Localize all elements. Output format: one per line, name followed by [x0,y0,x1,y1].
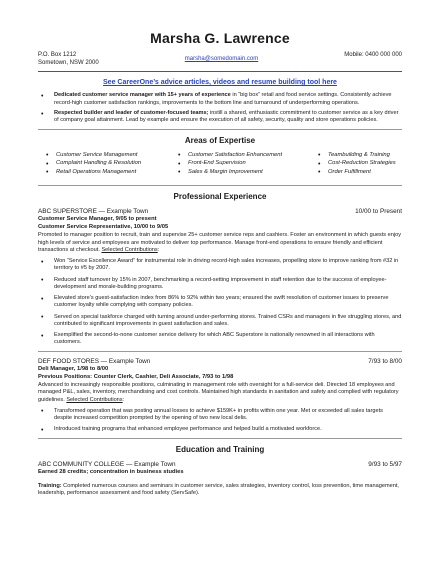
job-role: Customer Service Manager, 9/05 to present [38,216,157,223]
school-name: ABC COMMUNITY COLLEGE — Example Town [38,461,176,469]
mobile-number: Mobile: 0400 000 000 [344,52,402,59]
job-description-colon: : [157,246,160,253]
job-description-text: Advanced to increasingly responsible positions, culminating in management role with oversight for a full-service deli. Directed 18 employees and managed P&L, sales, inventory, merchandising and cost controls. Maintained high standards in sanitation and safety and complied with regulatory guidelines. [38,382,399,403]
address-line-1: P.O. Box 1212 [38,52,77,59]
job-dates: 7/93 to 8/00 [368,357,402,365]
email-link[interactable]: marsha@somedomain.com [184,56,259,63]
expertise-item: • Teambuilding & Training [318,152,418,160]
summary-item [38,92,402,107]
education-header [38,461,402,469]
job-role: Customer Service Representative, 10/00 to 9/05 [38,223,169,230]
job-company: ABC SUPERSTORE — Example Town [38,207,149,215]
address-line-2: Sometown, NSW 2000 [38,60,99,67]
job-role: Deli Manager, 1/98 to 8/00 [38,366,109,373]
expertise-grid [38,152,402,177]
summary-item [38,110,402,125]
expertise-item: • Customer Service Management [46,152,174,160]
expertise-item: • Order Fulfillment [318,169,418,177]
training-paragraph [38,483,402,498]
job-def-food-stores [38,358,402,434]
education-dates: 9/93 to 5/97 [368,461,402,469]
job-divider [38,351,402,352]
experience-heading: Professional Experience [173,191,267,201]
summary-item-bold: Dedicated customer service manager with 15+ years of experience [54,92,231,99]
job-header [38,208,402,216]
expertise-item: • Front-End Supervision [178,160,314,168]
expertise-item: • Retail Operations Management [46,169,174,177]
education-block [38,461,402,497]
achievement-item: • Transformed operation that was posting annual losses to achieve $159K+ in profits within one year. Met or exceeded all sales targets despite increased competition prompted by the opening of two new local delis. [38,408,402,423]
achievement-item: • Won “Service Excellence Award” for instrumental role in driving record-high sales increases, propelling store to improve ranking from #32 in territory to #5 by 2007. [38,258,402,273]
expertise-item: • Customer Satisfaction Enhancement [178,152,314,160]
contact-block [38,51,402,67]
job-achievements [38,408,402,434]
education-heading: Education and Training [175,444,265,454]
summary-list [38,92,402,124]
job-abc-superstore [38,208,402,347]
job-role: Previous Positions: Counter Clerk, Cashier, Deli Associate, 7/93 to 1/98 [38,373,234,380]
selected-contributions-label: Selected Contributions [66,396,123,403]
careerone-banner-link[interactable]: See CareerOne’s advice articles, videos and resume building tool here [103,79,337,87]
achievement-item: • Reduced staff turnover by 15% in 2007, benchmarking a record-setting improvement in staff retention due to the success of employee-development and morale-building programs. [38,277,402,292]
candidate-name: Marsha G. Lawrence [150,30,290,46]
selected-contributions-label: Selected Contributions [101,246,158,253]
education-credits: Earned 28 credits; concentration in business studies [38,469,184,476]
job-achievements [38,258,402,347]
header-divider [38,71,402,72]
summary-item-text: instill a shared, enthusiastic commitment to customer service as a key driver of company goal attainment. Lead by example and ensure the execution of all safety, security, quality and store operations policies. [54,110,399,124]
job-header [38,358,402,366]
achievement-item: • Served on special taskforce charged with turning around under-performing stores. Trained CSRs and managers in five struggling stores, and contributed to significant improvements in guest satisfaction and sales. [38,314,402,329]
section-divider [38,438,402,439]
section-divider [38,185,402,186]
expertise-item: • Cost-Reduction Strategies [318,160,418,168]
job-description [38,232,402,254]
expertise-item: • Sales & Margin Improvement [178,169,314,177]
job-description-text: Promoted to manager position to recruit, train and supervise 25+ customer service reps and cashiers. Foster an environment in which guests enjoy high levels of service and employees are motivated to deliver top performance. Manage front-end operations to ensure friendly and efficient transactions at checkout. [38,232,401,253]
expertise-heading: Areas of Expertise [184,135,256,145]
training-text: Completed numerous courses and seminars in customer service, sales strategies, inventory control, loss prevention, time management, leadership, performance assessment and food safety (ServSafe). [38,482,399,497]
training-label: Training: [38,482,62,489]
achievement-item: • Introduced training programs that enhanced employee performance and helped build a motivated workforce. [38,426,402,433]
job-company: DEF FOOD STORES — Example Town [38,357,151,365]
job-dates: 10/00 to Present [355,207,402,215]
summary-item-text: in “big box” retail and food service settings. Consistently achieve record-high customer satisfaction rankings, improvements to the bottom line and turnaround of underperforming operations. [54,92,392,106]
job-description-colon: : [122,396,125,403]
address-block [38,51,99,67]
job-description [38,382,402,404]
achievement-item: • Exemplified the second-to-none customer service delivery for which ABC Superstore is nationally renowned in all interactions with customers. [38,332,402,347]
section-divider [38,129,402,130]
summary-item-bold: Respected builder and leader of customer-focused teams; [54,110,209,116]
achievement-item: • Elevated store’s guest-satisfaction index from 86% to 92% within two years; ensured the swift resolution of customer issues to preserve customer loyalty while complying with company policies. [38,295,402,310]
expertise-item: • Complaint Handling & Resolution [46,160,174,168]
